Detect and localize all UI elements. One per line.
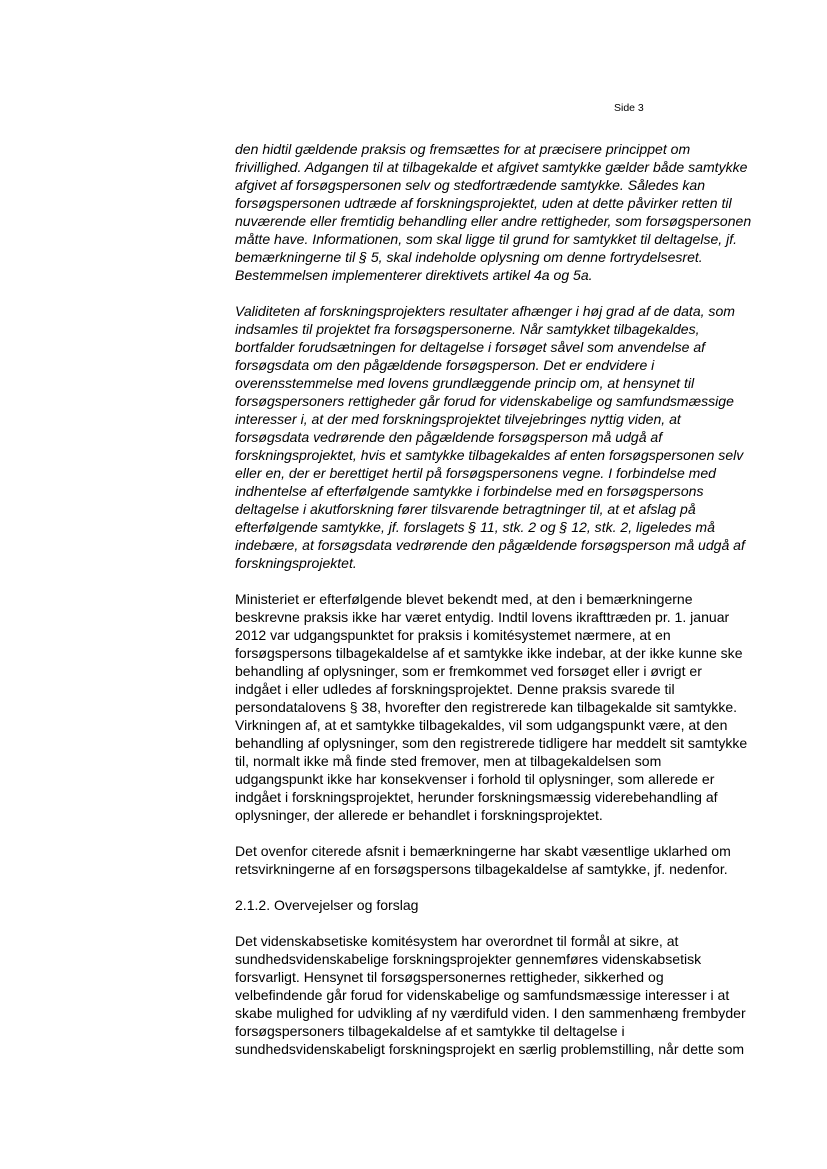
text-line: måtte have. Informationen, som skal ligge til grund for samtykket til deltagelse, jf.: [235, 231, 738, 247]
text-line: 2012 var udgangspunktet for praksis i komitésystemet nærmere, at en: [235, 627, 671, 643]
text-line: Validiteten af forskningsprojekters resultater afhænger i høj grad af de data, som: [235, 303, 735, 319]
text-line: forsøgspersoners tilbagekaldelse af et samtykke til deltagelse i: [235, 1023, 625, 1039]
text-line: forsvarligt. Hensynet til forsøgspersonernes rettigheder, sikkerhed og: [235, 969, 664, 985]
text-line: retsvirkningerne af en forsøgspersons tilbagekaldelse af samtykke, jf. nedenfor.: [235, 861, 728, 877]
text-line: sundhedsvidenskabeligt forskningsprojekt en særlig problemstilling, når dette som: [235, 1041, 745, 1057]
text-line: forskningsprojektet, hvis et samtykke tilbagekaldes af enten forsøgspersonen selv: [235, 447, 744, 463]
text-line: afgivet af forsøgspersonen selv og stedfortrædende samtykke. Således kan: [235, 177, 706, 193]
paragraph-uklarhed: [235, 842, 755, 878]
text-line: forskningsprojektet.: [235, 555, 357, 571]
text-line: forsøgsdata om den pågældende forsøgsperson. Det er endvidere i: [235, 357, 655, 373]
text-line: den hidtil gældende praksis og fremsættes for at præcisere princippet om: [235, 141, 691, 157]
text-line: nuværende eller fremtidig behandling eller andre rettigheder, som forsøgspersonen: [235, 213, 752, 229]
text-line: til, normalt ikke må finde sted fremover, men at tilbagekaldelsen som: [235, 753, 662, 769]
text-line: Virkningen af, at et samtykke tilbagekaldes, vil som udgangspunkt være, at den: [235, 717, 728, 733]
text-line: Ministeriet er efterfølgende blevet bekendt med, at den i bemærkningerne: [235, 591, 693, 607]
document-body: [235, 140, 755, 1076]
text-line: frivillighed. Adgangen til at tilbagekalde et afgivet samtykke gælder både samtykke: [235, 159, 748, 175]
text-line: efterfølgende samtykke, jf. forslagets § 11, stk. 2 og § 12, stk. 2, ligeledes må: [235, 519, 715, 535]
text-line: velbefindende går forud for videnskabelige og samfundsmæssige interesser i at: [235, 987, 730, 1003]
text-line: behandling af oplysninger, som er fremkommet ved forsøget eller i øvrigt er: [235, 663, 702, 679]
page-number: Side 3: [614, 102, 644, 114]
text-line: deltagelse i akutforskning fører tilsvarende betragtninger til, at et afslag på: [235, 501, 696, 517]
text-line: forsøgsdata vedrørende den pågældende forsøgsperson må udgå af: [235, 429, 663, 445]
text-line: overensstemmelse med lovens grundlæggende princip om, at hensynet til: [235, 375, 695, 391]
text-line: indebære, at forsøgsdata vedrørende den pågældende forsøgsperson må udgå af: [235, 537, 745, 553]
text-line: Det videnskabsetiske komitésystem har overordnet til formål at sikre, at: [235, 933, 679, 949]
text-line: behandling af oplysninger, som den registrerede tidligere har meddelt sit samtykke: [235, 735, 748, 751]
text-line: forsøgspersoners rettigheder går forud for videnskabelige og samfundsmæssige: [235, 393, 734, 409]
text-line: Bestemmelsen implementerer direktivets artikel 4a og 5a.: [235, 267, 593, 283]
text-line: forsøgspersonen udtræde af forskningsprojektet, uden at dette påvirker retten til: [235, 195, 732, 211]
text-line: persondatalovens § 38, hvorefter den registrerede kan tilbagekalde sit samtykke.: [235, 699, 738, 715]
text-line: Det ovenfor citerede afsnit i bemærkningerne har skabt væsentlige uklarhed om: [235, 843, 731, 859]
text-line: skabe mulighed for udvikling af ny værdifuld viden. I den sammenhæng frembyder: [235, 1005, 746, 1021]
text-line: forsøgspersons tilbagekaldelse af et samtykke ikke indebar, at der ikke kunne ske: [235, 645, 743, 661]
text-line: oplysninger, der allerede er behandlet i forskningsprojektet.: [235, 807, 603, 823]
text-line: beskrevne praksis ikke har været entydig. Indtil lovens ikrafttræden pr. 1. januar: [235, 609, 730, 625]
paragraph-frivillighed: [235, 140, 755, 284]
text-line: sundhedsvidenskabelige forskningsprojekter gennemføres videnskabsetisk: [235, 951, 702, 967]
text-line: eller en, der er berettiget hertil på forsøgspersonens vegne. I forbindelse med: [235, 465, 716, 481]
text-line: udgangspunkt ikke har konsekvenser i forhold til oplysninger, som allerede er: [235, 771, 715, 787]
text-line: bortfalder forudsætningen for deltagelse i forsøget såvel som anvendelse af: [235, 339, 706, 355]
text-line: indgået i eller udledes af forskningsprojektet. Denne praksis svarede til: [235, 681, 675, 697]
text-line: indsamles til projektet fra forsøgspersonerne. Når samtykket tilbagekaldes,: [235, 321, 700, 337]
text-line: indgået i forskningsprojektet, herunder forskningsmæssig viderebehandling af: [235, 789, 718, 805]
text-line: bemærkningerne til § 5, skal indeholde oplysning om denne fortrydelsesret.: [235, 249, 703, 265]
paragraph-validitet: [235, 302, 755, 572]
section-heading: 2.1.2. Overvejelser og forslag: [235, 897, 419, 913]
text-line: indhentelse af efterfølgende samtykke i forbindelse med en forsøgspersons: [235, 483, 704, 499]
text-line: interesser i, at der med forskningsprojektet tilvejebringes nyttig viden, at: [235, 411, 681, 427]
paragraph-komitesystem: [235, 932, 755, 1058]
paragraph-ministeriet: [235, 590, 755, 824]
